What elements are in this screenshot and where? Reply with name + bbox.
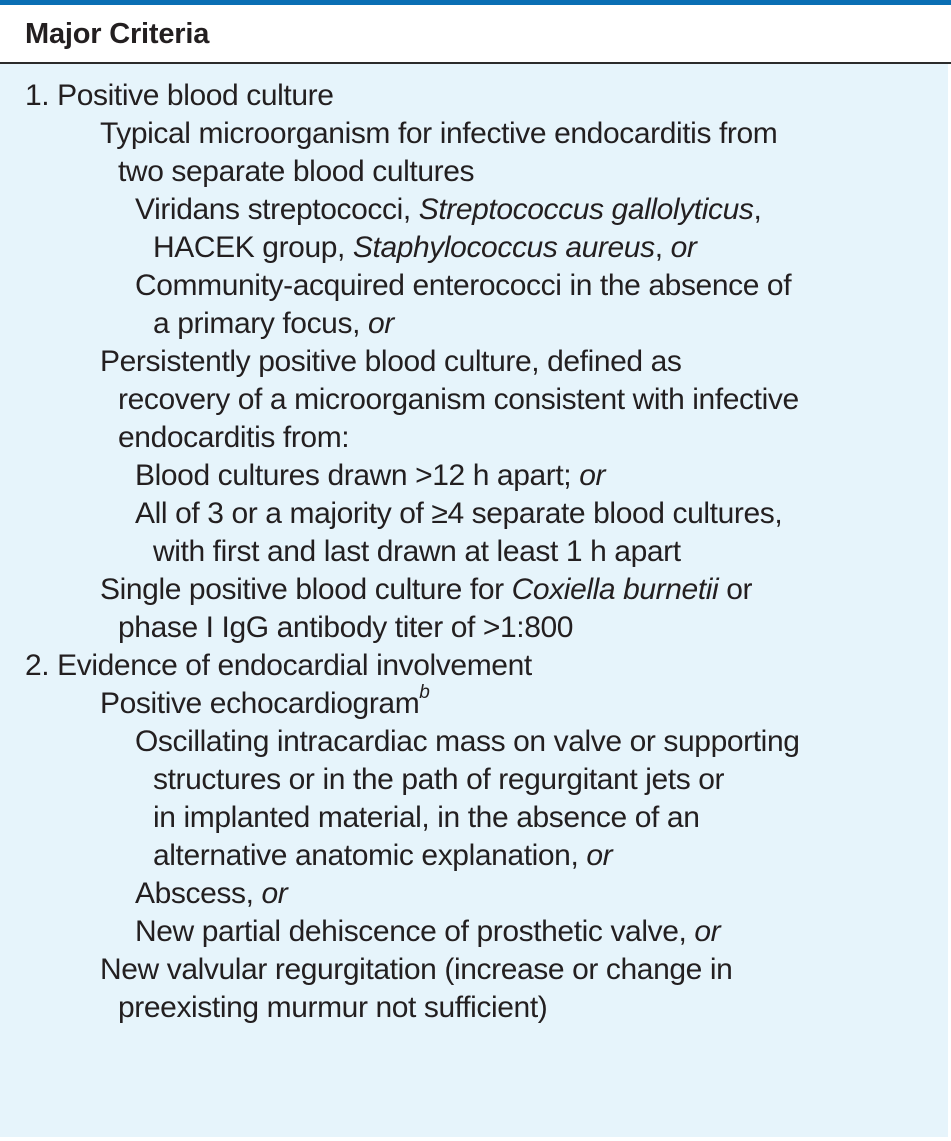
majority-line-2: with first and last drawn at least 1 h apart: [153, 535, 681, 568]
viridans-line-1: [135, 191, 761, 229]
majority-line-1: All of 3 or a majority of ≥4 separate blood cultures,: [135, 497, 783, 530]
criteria-body: [0, 64, 948, 1137]
coxiella-line-1: [100, 571, 752, 609]
coxiella-or: or: [718, 573, 753, 606]
community-line-2: [153, 305, 394, 343]
community-text: a primary focus,: [153, 307, 368, 340]
viridans-text: Viridans streptococci,: [135, 193, 419, 226]
typical-microorganism-line-1: Typical microorganism for infective endocarditis from: [100, 117, 778, 150]
oscillating-line-2: structures or in the path of regurgitant jets or: [153, 763, 725, 796]
or-connector: or: [694, 915, 721, 948]
or-connector: or: [367, 307, 394, 340]
oscillating-line-4: [153, 837, 612, 875]
typical-microorganism-line-2: two separate blood cultures: [118, 155, 475, 188]
coxiella-line-2: phase I IgG antibody titer of >1:800: [118, 611, 574, 644]
footnote-marker: b: [419, 682, 430, 703]
abscess-text: Abscess,: [135, 877, 262, 910]
species-name: Staphylococcus aureus: [352, 231, 655, 264]
oscillating-line-1: Oscillating intracardiac mass on valve or supporting: [135, 725, 800, 758]
persistent-line-1: Persistently positive blood culture, defined as: [100, 345, 682, 378]
drawn-apart-text: Blood cultures drawn >12 h apart;: [135, 459, 580, 492]
abscess-line: [135, 875, 287, 913]
species-name: Coxiella burnetii: [511, 573, 719, 606]
punctuation: ,: [654, 231, 671, 264]
regurgitation-line-2: preexisting murmur not sufficient): [118, 991, 548, 1024]
viridans-line-2: [153, 229, 696, 267]
hacek-text: HACEK group,: [153, 231, 353, 264]
dehiscence-text: New partial dehiscence of prosthetic valve,: [135, 915, 695, 948]
header-title: Major Criteria: [25, 18, 210, 50]
criterion-1-title: 1. Positive blood culture: [25, 79, 334, 112]
table-header: [0, 5, 951, 62]
species-name: Streptococcus gallolyticus: [418, 193, 754, 226]
or-connector: or: [586, 839, 613, 872]
or-connector: or: [579, 459, 606, 492]
persistent-line-3: endocarditis from:: [118, 421, 350, 454]
or-connector: or: [670, 231, 697, 264]
drawn-apart-line: [135, 457, 605, 495]
coxiella-text: Single positive blood culture for: [100, 573, 512, 606]
criterion-2-title: 2. Evidence of endocardial involvement: [25, 649, 532, 682]
oscillating-line-3: in implanted material, in the absence of an: [153, 801, 700, 834]
persistent-line-2: recovery of a microorganism consistent with infective: [118, 383, 799, 416]
punctuation: ,: [753, 193, 762, 226]
regurgitation-line-1: New valvular regurgitation (increase or change in: [100, 953, 733, 986]
or-connector: or: [261, 877, 288, 910]
dehiscence-line: [135, 913, 720, 951]
positive-echo-line: [100, 682, 430, 723]
community-line-1: Community-acquired enterococci in the absence of: [135, 269, 792, 302]
oscillating-text: alternative anatomic explanation,: [153, 839, 587, 872]
positive-echo-text: Positive echocardiogram: [100, 687, 420, 720]
